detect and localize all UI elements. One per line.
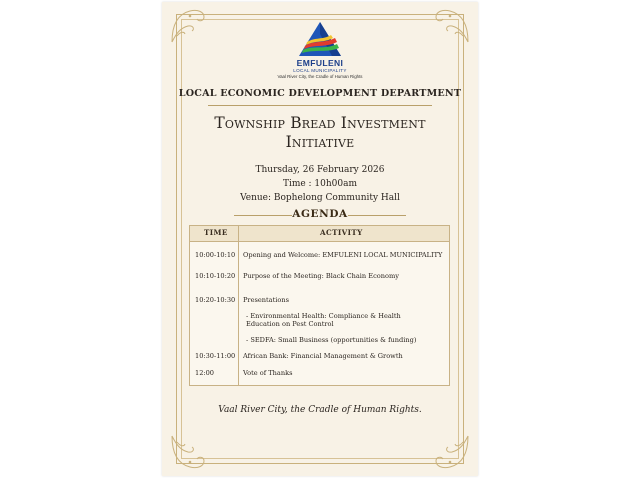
agenda-row-time: 10:30-11:00 [195,352,236,360]
agenda-sub-item: - Environmental Health: Compliance & Health Education on Pest Control [246,312,401,328]
event-time: Time : 10h00am [282,179,358,189]
department-heading: LOCAL ECONOMIC DEVELOPMENT DEPARTMENT [178,88,462,99]
agenda-row-activity: Vote of Thanks [243,369,293,377]
corner-ornament-bottom-left [168,432,208,472]
title-line-1: Township Bread Investment [214,114,426,132]
agenda-row-time: 12:00 [195,369,215,377]
logo-name: EMFULENI [296,58,344,68]
title-line-2: Initiative [285,133,355,151]
agenda-row-time: 10:20-10:30 [195,296,236,304]
logo-subtitle: LOCAL MUNICIPALITY [293,68,347,73]
municipality-logo [162,20,478,80]
emfuleni-logo-icon [297,20,343,58]
agenda-row-activity: Purpose of the Meeting: Black Chain Economy [243,272,399,280]
agenda-row-time: 10:00-10:10 [195,251,236,259]
event-venue: Venue: Bophelong Community Hall [240,193,400,203]
logo-tagline: Vaal River City, the Cradle of Human Rights [277,74,363,79]
event-date: Thursday, 26 February 2026 [255,165,385,175]
agenda-heading: AGENDA [292,208,348,220]
agenda-table-header [190,226,449,242]
agenda-row-activity: Presentations [243,296,289,304]
corner-ornament-bottom-right [432,432,472,472]
agenda-table [189,225,450,386]
page-title [162,114,478,152]
column-header-activity: ACTIVITY [320,228,363,237]
column-header-time: TIME [204,228,228,237]
agenda-divider-right [348,215,406,216]
column-divider [238,226,239,385]
agenda-row-activity: Opening and Welcome: EMFULENI LOCAL MUNICIPALITY [243,251,443,259]
agenda-row-activity: African Bank: Financial Management & Growth [243,352,403,360]
agenda-sub-item: - SEDFA: Small Business (opportunities & funding) [246,336,417,344]
agenda-row-time: 10:10-10:20 [195,272,236,280]
divider [208,105,432,106]
invitation-document [162,2,478,476]
footer-tagline: Vaal River City, the Cradle of Human Rights. [218,405,422,415]
